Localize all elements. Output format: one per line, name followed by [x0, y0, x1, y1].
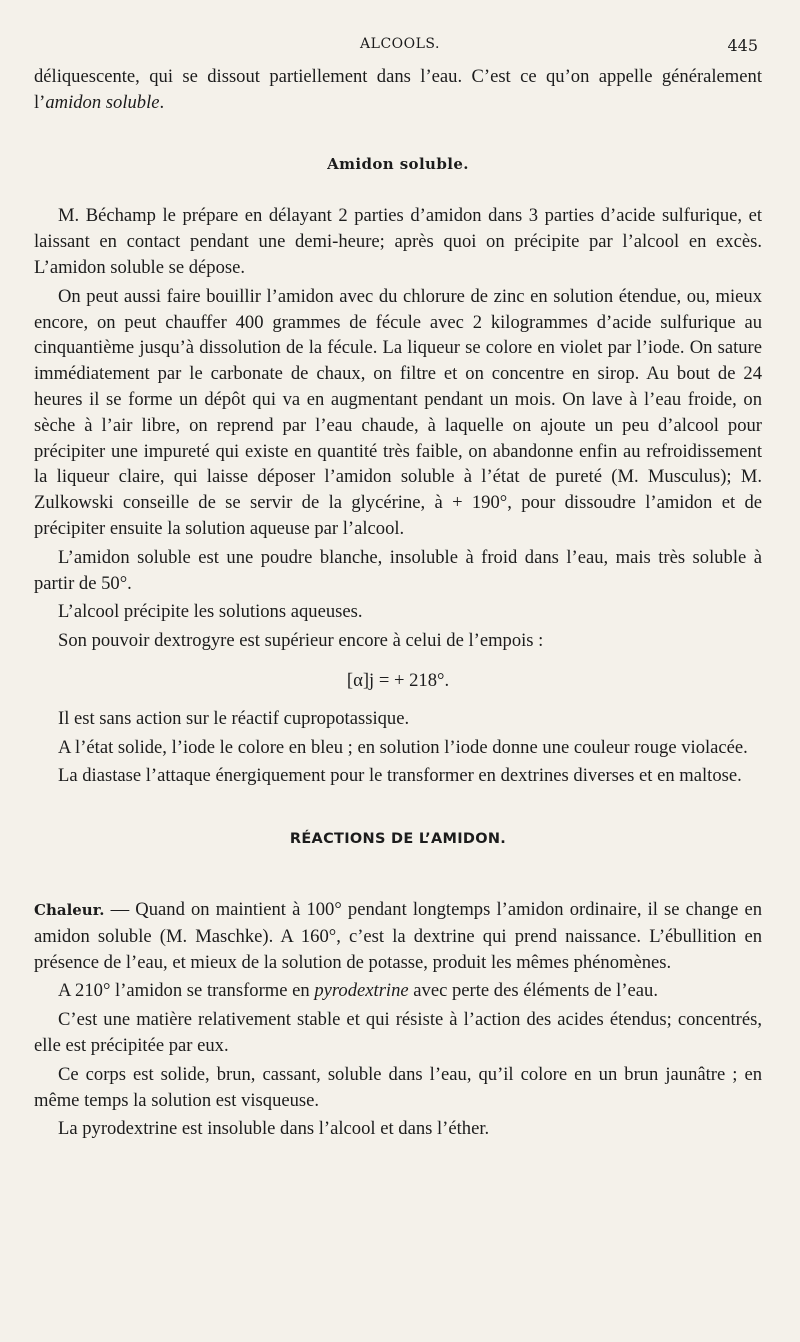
- paragraph-chaleur: [34, 897, 762, 975]
- running-title: ALCOOLS.: [360, 36, 440, 52]
- paragraph: A l’état solide, l’iode le colore en bleu ; en solution l’iode donne une couleur rouge violacée.: [58, 736, 748, 758]
- paragraph: La pyrodextrine est insoluble dans l’alcool et dans l’éther.: [58, 1118, 490, 1140]
- paragraph-continuation: [34, 64, 762, 116]
- paragraph: C’est une matière relativement stable et qui résiste à l’action des acides étendus; concentrés, elle est précipitée par eux.: [34, 1009, 762, 1056]
- page-number: 445: [727, 36, 758, 55]
- paragraph: Son pouvoir dextrogyre est supérieur encore à celui de l’empois :: [58, 630, 544, 652]
- heading-amidon-soluble: Amidon soluble.: [327, 154, 469, 173]
- paragraph-text: déliquescente, qui se dissout partiellement dans l’eau. C’est ce qu’on appelle généralement l’: [34, 66, 762, 113]
- paragraph-text: .: [159, 91, 165, 113]
- running-head: [0, 36, 800, 56]
- paragraph: On peut aussi faire bouillir l’amidon avec du chlorure de zinc en solution étendue, ou, mieux encore, on peut chauffer 400 grammes de fécule avec 2 kilogrammes d’acide sulfurique au cinquantième jusqu’à dissolution de la fécule. La liqueur se colore en violet par l’iode. On sature immédiatement par le carbonate de chaux, on filtre et on concentre en sirop. Au bout de 24 heures il se forme un dépôt qui va en augmentant pendant un mois. On lave à l’eau froide, on sèche à l’air libre, on reprend par l’eau chaude, à laquelle on ajoute un peu d’alcool pour précipiter une impureté qui existe en quantité très faible, on abandonne enfin au refroidissement la liqueur claire, qui laisse déposer l’amidon soluble à l’état de pureté (M. Musculus); M. Zulkowski conseille de se servir de la glycérine, à + 190°, pour dissoudre l’amidon et de précipiter ensuite la solution aqueuse par l’alcool.: [34, 285, 762, 539]
- body-text: [34, 64, 762, 1142]
- paragraph-text: — Quand on maintient à 100° pendant longtemps l’amidon ordinaire, il se change en amidon soluble (M. Maschke). A 160°, c’est la dextrine qui prend naissance. L’ébullition en présence de l’eau, et mieux de la solution de potasse, produit les mêmes phénomènes.: [34, 898, 762, 973]
- formula: [α]j = + 218°.: [346, 669, 450, 691]
- paragraph: Il est sans action sur le réactif cupropotassique.: [58, 707, 410, 729]
- heading-reactions: RÉACTIONS DE L’AMIDON.: [289, 831, 507, 848]
- emphasis-term: amidon soluble: [45, 91, 160, 113]
- paragraph: Ce corps est solide, brun, cassant, soluble dans l’eau, qu’il colore en un brun jaunâtre ; en même temps la solution est visqueuse.: [34, 1063, 762, 1111]
- emphasis-term: pyrodextrine: [314, 980, 409, 1002]
- run-in-heading: Chaleur.: [34, 900, 105, 919]
- paragraph: M. Béchamp le prépare en délayant 2 parties d’amidon dans 3 parties d’acide sulfurique, et laissant en contact pendant une demi-heure; après quoi on précipite par l’alcool en excès. L’amidon soluble se dépose.: [34, 205, 762, 278]
- paragraph: L’amidon soluble est une poudre blanche, insoluble à froid dans l’eau, mais très soluble à partir de 50°.: [34, 546, 762, 594]
- paragraph-text: avec perte des éléments de l’eau.: [408, 980, 658, 1002]
- paragraph: [34, 978, 762, 1004]
- paragraph: La diastase l’attaque énergiquement pour le transformer en dextrines diverses et en maltose.: [58, 765, 742, 787]
- paragraph-text: A 210° l’amidon se transforme en: [58, 980, 315, 1002]
- paragraph: L’alcool précipite les solutions aqueuses.: [58, 601, 363, 623]
